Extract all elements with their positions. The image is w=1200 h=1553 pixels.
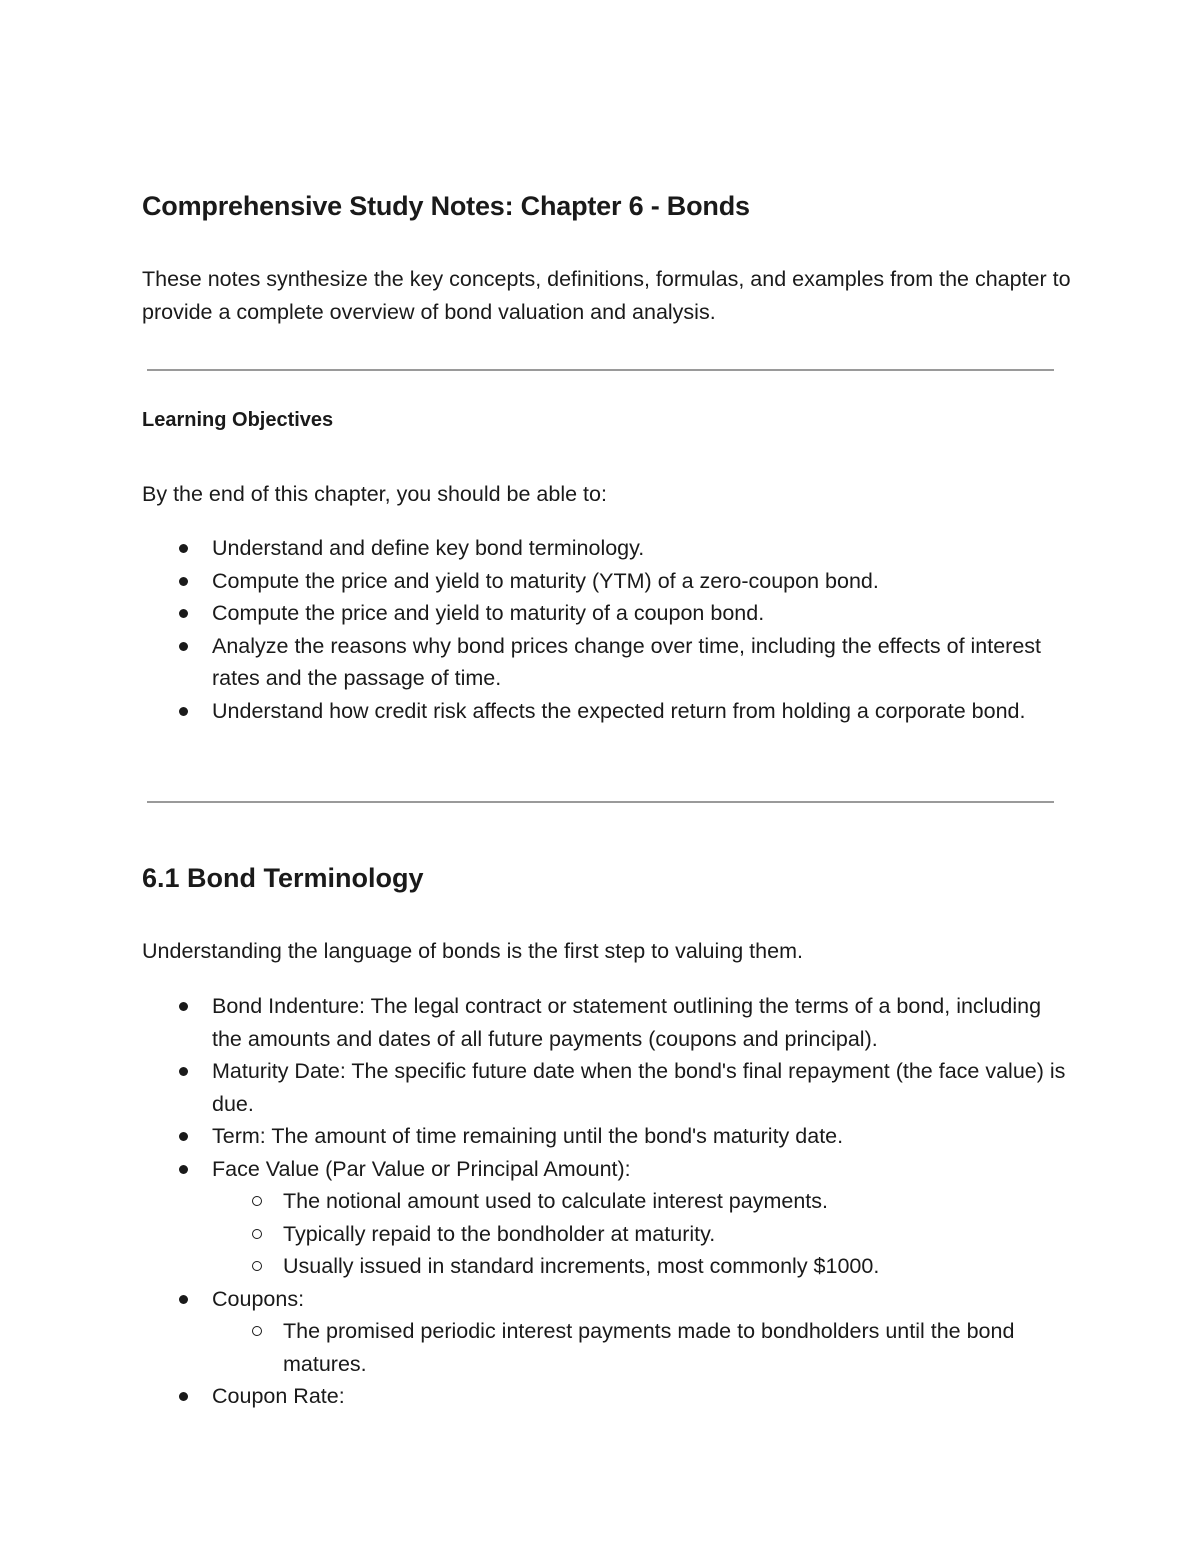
bullet-icon <box>179 1295 188 1304</box>
sublist-item <box>283 1218 1072 1251</box>
list-item-text: Understand how credit risk affects the expected return from holding a corporate bond. <box>212 698 1026 723</box>
bullet-icon <box>179 1132 188 1141</box>
list-item <box>212 1055 1072 1120</box>
hollow-bullet-icon <box>252 1229 262 1239</box>
sublist-item-text: Typically repaid to the bondholder at maturity. <box>283 1221 716 1246</box>
sublist-item-text: The notional amount used to calculate interest payments. <box>283 1189 828 1213</box>
list-item-text: Bond Indenture: The legal contract or statement outlining the terms of a bond, including the amounts and dates of all future payments (coupons and principal). <box>212 994 1042 1051</box>
bullet-icon <box>179 577 188 586</box>
list-item-text: Analyze the reasons why bond prices change over time, including the effects of interest rates and the passage of time. <box>212 633 1042 690</box>
list-item-text: Maturity Date: The specific future date when the bond's final repayment (the face value) is due. <box>212 1059 1066 1116</box>
bond-terminology-list <box>212 990 1072 1413</box>
document-title: Comprehensive Study Notes: Chapter 6 - Bonds <box>142 191 750 221</box>
list-item <box>212 630 1072 695</box>
sublist-item <box>283 1315 1072 1380</box>
intro-paragraph: These notes synthesize the key concepts, definitions, formulas, and examples from the chapter to provide a complete overview of bond valuation and analysis. <box>142 267 1071 324</box>
bullet-icon <box>179 707 188 716</box>
bullet-icon <box>179 1067 188 1076</box>
hollow-bullet-icon <box>252 1326 262 1336</box>
divider <box>147 801 1054 803</box>
bullet-icon <box>179 609 188 618</box>
list-item <box>212 1120 1072 1153</box>
sublist <box>212 1185 1072 1283</box>
sublist-item-text: The promised periodic interest payments made to bondholders until the bond matures. <box>283 1319 1015 1376</box>
list-item <box>212 565 1072 598</box>
list-item-text: Face Value (Par Value or Principal Amount): <box>212 1156 631 1181</box>
list-item-text: Term: The amount of time remaining until the bond's maturity date. <box>212 1124 844 1148</box>
list-item <box>212 990 1072 1055</box>
list-item <box>212 532 1072 565</box>
list-item <box>212 695 1072 728</box>
divider <box>147 369 1054 371</box>
learning-objectives-lead: By the end of this chapter, you should be able to: <box>142 482 607 506</box>
bullet-icon <box>179 642 188 651</box>
list-item-text: Compute the price and yield to maturity (YTM) of a zero-coupon bond. <box>212 568 879 593</box>
list-item <box>212 1283 1072 1381</box>
list-item-text: Understand and define key bond terminology. <box>212 536 645 560</box>
list-item-text: Coupon Rate: <box>212 1384 345 1408</box>
list-item-text: Compute the price and yield to maturity of a coupon bond. <box>212 601 765 625</box>
sublist <box>212 1315 1072 1380</box>
list-item <box>212 1380 1072 1413</box>
sublist-item-text: Usually issued in standard increments, most commonly $1000. <box>283 1254 880 1278</box>
sublist-item <box>283 1250 1072 1283</box>
list-item <box>212 1153 1072 1283</box>
list-item-text: Coupons: <box>212 1286 305 1311</box>
section-lead-paragraph: Understanding the language of bonds is the first step to valuing them. <box>142 939 803 963</box>
learning-objectives-list <box>212 532 1072 727</box>
list-item <box>212 597 1072 630</box>
sublist-item <box>283 1185 1072 1218</box>
bullet-icon <box>179 544 188 553</box>
bullet-icon <box>179 1002 188 1011</box>
bullet-icon <box>179 1165 188 1174</box>
hollow-bullet-icon <box>252 1196 262 1206</box>
section-heading-bond-terminology: 6.1 Bond Terminology <box>142 863 424 893</box>
bullet-icon <box>179 1392 188 1401</box>
hollow-bullet-icon <box>252 1261 262 1271</box>
learning-objectives-heading: Learning Objectives <box>142 409 334 431</box>
